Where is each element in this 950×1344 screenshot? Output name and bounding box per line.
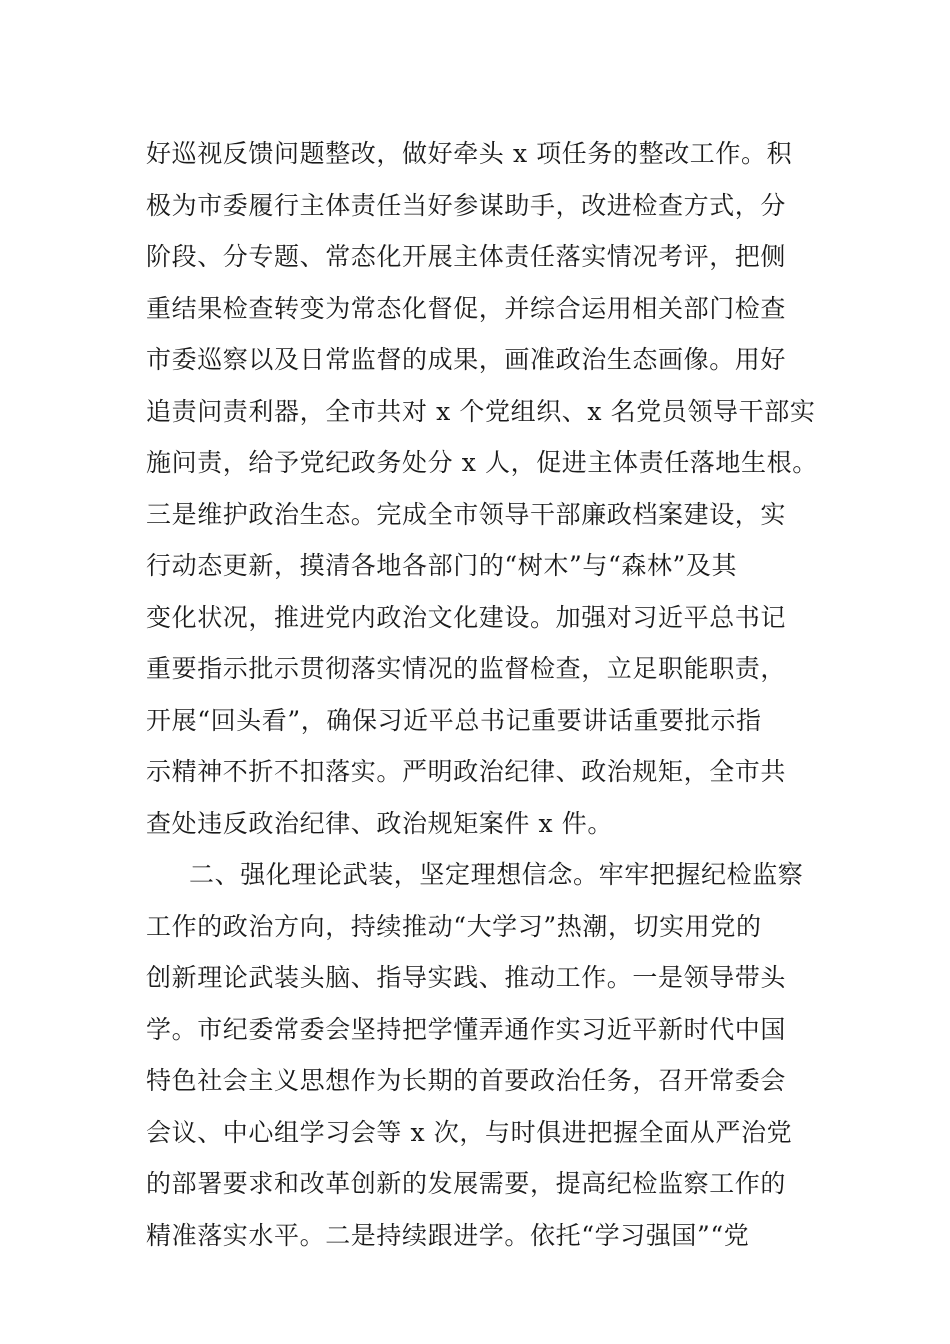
text-line: 学。市纪委常委会坚持把学懂弄通作实习近平新时代中国 [146,1014,787,1044]
text-line: 会议、中心组学习会等 x 次，与时俱进把握全面从严治党 [146,1117,793,1147]
text-line: 变化状况，推进党内政治文化建设。加强对习近平总书记 [146,602,787,632]
text-line: 重结果检查转变为常态化督促，并综合运用相关部门检查 [146,293,787,323]
text-line: 工作的政治方向，持续推动“大学习”热潮，切实用党的 [146,911,762,941]
text-line: 三是维护政治生态。完成全市领导干部廉政档案建设，实 [146,499,787,529]
text-line: 开展“回头看”，确保习近平总书记重要讲话重要批示指 [146,705,762,735]
text-line: 好巡视反馈问题整改，做好牵头 x 项任务的整改工作。积 [146,139,793,168]
text-line: 行动态更新，摸清各地各部门的“树木”与“森林”及其 [146,551,738,580]
text-line: 特色社会主义思想作为长期的首要政治任务，召开常委会 [146,1066,787,1095]
text-line: 施问责，给予党纪政务处分 x 人，促进主体责任落地生根。 [146,448,818,477]
text-line: 市委巡察以及日常监督的成果，画准政治生态画像。用好 [146,345,787,374]
text-line: 重要指示批示贯彻落实情况的监督检查，立足职能职责， [146,654,787,683]
text-line: 极为市委履行主体责任当好参谋助手，改进检查方式，分 [146,190,787,220]
text-line: 创新理论武装头脑、指导实践、推动工作。一是领导带头 [146,963,787,992]
text-line: 示精神不折不扣落实。严明政治纪律、政治规矩，全市共 [146,757,787,786]
text-line: 查处违反政治纪律、政治规矩案件 x 件。 [146,808,613,838]
text-line: 精准落实水平。二是持续跟进学。依托“学习强国”“党 [146,1220,750,1250]
text-line: 追责问责利器，全市共对 x 个党组织、x 名党员领导干部实 [146,396,816,426]
section-heading-line: 二、强化理论武装，坚定理想信念。牢牢把握纪检监察 [189,860,804,889]
text-line: 阶段、分专题、常态化开展主体责任落实情况考评，把侧 [146,242,787,271]
body-text [146,128,846,1261]
text-line: 的部署要求和改革创新的发展需要，提高纪检监察工作的 [146,1169,787,1198]
